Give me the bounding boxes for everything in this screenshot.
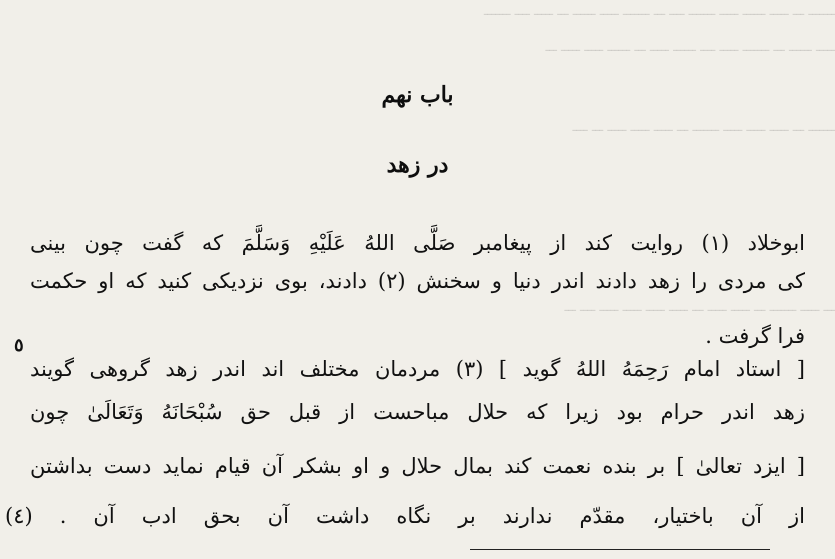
bleed-through-text: ـــ ـــــ ـــــــ ـــ ـــــ ـــــ ـــ ـــــ ـــــ ـــــ ـــــ ــــ ـــ	[564, 300, 835, 315]
body-line-3: فرا گرفت .	[705, 324, 805, 348]
body-line-5: زهد اندر حرام بود زیرا که حلال مباحست از قبل حق سُبْحَانَهُ وَتَعَالَىٰ چون	[30, 400, 805, 424]
section-title: در زهد	[386, 152, 449, 178]
paragraph-marker: ٥	[14, 335, 24, 356]
body-line-4: [ استاد امام رَحِمَهُ اللهُ گوید ] (٣) مردمان مختلف اند اندر زهد گروهی گویند	[30, 357, 805, 381]
bleed-through-text: ـــــــ ـــ ـــــ ــــــ ـــــ ـــــــ ــــ ـــ ـــــــ ـــــ ــــــ ـــ ـــــ ــــ ـــــــ	[483, 4, 835, 19]
body-line-6: [ ایزد تعالیٰ ] بر بنده نعمت کند بمال حلال و او بشکر آن قیام نماید دست بداشتن	[30, 454, 805, 478]
body-line-7: از آن باختیار، مقدّم ندارند بر نگاه داشت آن بحق ادب آن . (٤)	[5, 504, 805, 528]
chapter-title: باب نهم	[381, 82, 454, 108]
bleed-through-text: ـــــــ ـــ ـــــ ـــــ ـــــ ـــــــ ـــ ـــــ ـــــ ـــــ ـــ ــــ	[572, 120, 835, 135]
body-line-2: کی مردی را زهد دادند اندر دنیا و سخنش (٢) دادند، بوی نزدیکی کنید که او حکمت	[30, 269, 805, 293]
body-line-1: ابوخلاد (١) روایت کند از پیغامبر صَلَّی اللهُ عَلَیْهِ وَسَلَّمَ که گفت چون بینی	[30, 231, 806, 255]
footnote-divider	[470, 549, 770, 550]
bleed-through-text: ـــــ ــــــ ـــ ـــــــ ـــــ ــــ ــــــ ـــــ ـــ ــــــ ـــــ ـــــ ـــ	[545, 40, 835, 55]
